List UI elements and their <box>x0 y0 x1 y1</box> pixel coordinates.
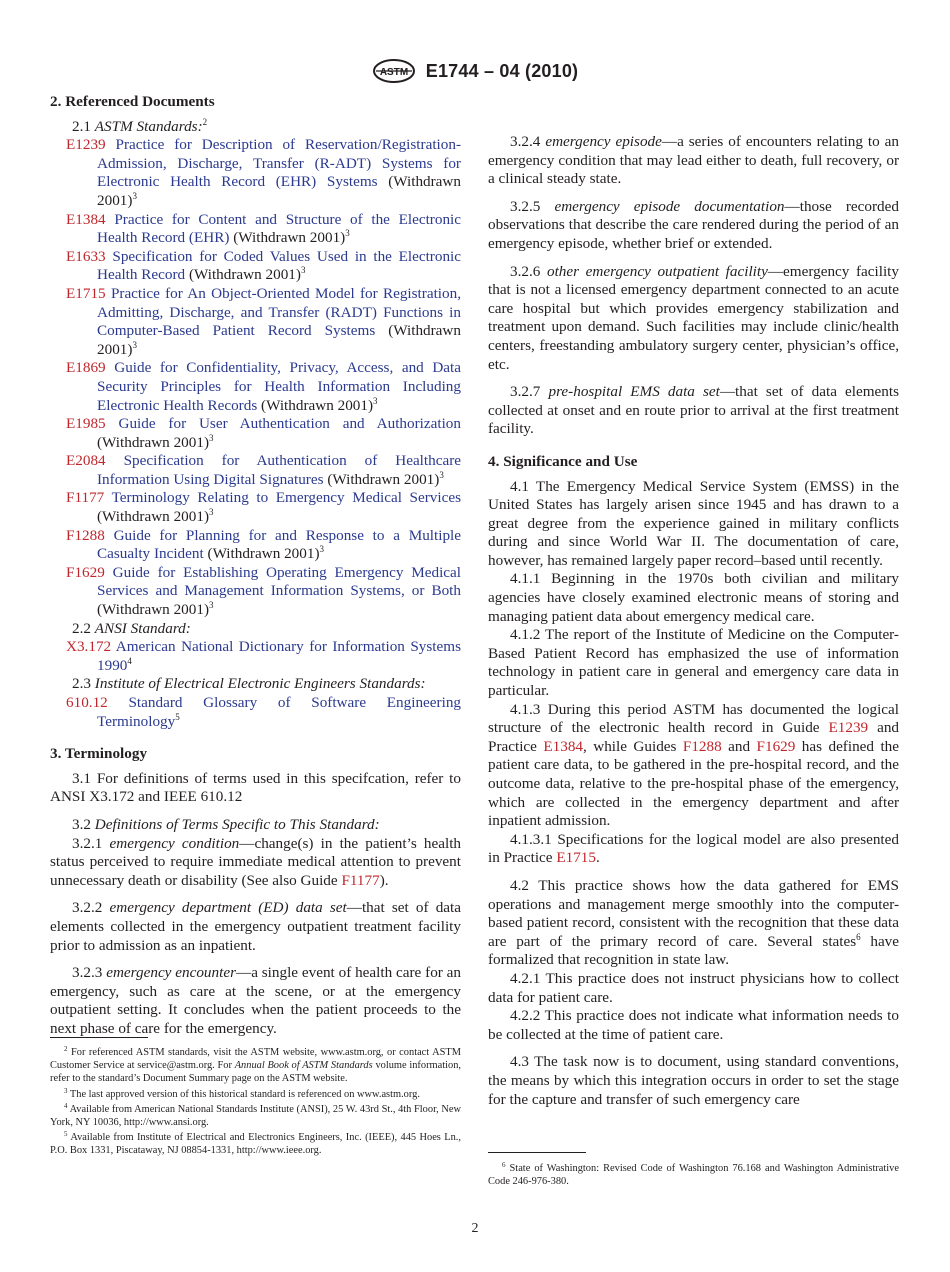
reference-item[interactable]: E1384 Practice for Content and Structure of the Electronic Health Record (EHR) (Withdrawn 2001)$^3$ <box>66 210 462 247</box>
footnote-3: $^3$ The last approved version of this historical standard is referenced on www.astm.org. <box>64 1086 420 1100</box>
paragraph-4-2-2: 4.2.2 This practice does not indicate what information needs to be collected at the time of patient care. <box>488 1007 899 1043</box>
paragraph-4-1-2: 4.1.2 The report of the Institute of Medicine on the Computer-Based Patient Record has emphasized the use of information technology in patient care in general and emergency care data in particular. <box>488 626 899 700</box>
paragraph-4-2-1: 4.2.1 This practice does not instruct physicians how to collect data for patient care. <box>488 969 899 1006</box>
reference-item[interactable]: F1288 Guide for Planning for and Response to a Multiple Casualty Incident (Withdrawn 2001)$^3$ <box>66 526 462 563</box>
link-f1177[interactable]: F1177 <box>341 871 380 889</box>
link-e1715[interactable]: E1715 <box>556 849 596 867</box>
document-title: E1744 – 04 (2010) <box>425 60 579 81</box>
reference-item[interactable]: F1629 Guide for Establishing Operating Emergency Medical Services and Management Information Systems, or Both (Withdrawn 2001)$^3$ <box>66 563 461 619</box>
footnote-2: $^2$ For referenced ASTM standards, visit the ASTM website, www.astm.org, or contact ASTM Customer Service at service@astm.org. For Annual Book of ASTM Standards volume information, refer to the standard’s Document Summary page on the ASTM website. <box>50 1045 462 1085</box>
term-3-2-3: 3.2.3 emergency encounter—a single event of health care for an emergency, such as care at the scene, or at the emergency outpatient setting. It concludes when the patient proceeds to the next phase of care for the emergency. <box>50 964 462 1037</box>
astm-standards-label: 2.1 ASTM Standards:$^2$ <box>72 116 208 135</box>
paragraph-4-1-3: 4.1.3 During this period ASTM has documented the logical structure of the electronic health record in Guide E1239 and Practice E1384, while Guides F1288 and F1629 has defined the patient care data, to be gathered in the pre-hospital record, and the outcome data, relative to the pre-hospital phase of the emergency, which are collected in the emergency department and after inpatient admission. <box>488 700 900 830</box>
reference-item[interactable]: E2084 Specification for Authentication of Healthcare Information Using Digital Signatures (Withdrawn 2001)$^3$ <box>66 452 462 488</box>
left-column <box>50 93 461 1039</box>
reference-item[interactable]: E1985 Guide for User Authentication and Authorization (Withdrawn 2001)$^3$ <box>66 415 461 451</box>
term-3-2-1: 3.2.1 emergency condition—change(s) in the patient’s health status perceived to require immediate medical attention to prevent unnecessary death or disability (See also Guide F1177). <box>50 834 462 889</box>
astm-logo-icon <box>372 58 416 84</box>
paragraph-4-2: 4.2 This practice shows how the data gathered for EMS operations and management merge smoothly into the computer-based patient record, consistent with the recognition that these data are part of the primary record of care. Several states$^6$ have formalized that recognition in state law. <box>488 876 900 969</box>
ieee-standards-label: 2.3 Institute of Electrical Electronic Engineers Standards: <box>72 675 426 693</box>
footnote-4: $^4$ Available from American National Standards Institute (ANSI), 25 W. 43rd St., 4th Floor, New York, NY 10036, http://www.ansi.org. <box>50 1101 461 1129</box>
paragraph-4-1: 4.1 The Emergency Medical Service System (EMSS) in the United States has largely arisen since 1945 and has drawn to a great degree from the experience gained in military conflicts during and since World War II. The documentation of care, however, has remained largely paper record–based until recently. <box>488 477 899 569</box>
right-column <box>488 93 899 1109</box>
reference-item[interactable]: E1869 Guide for Confidentiality, Privacy, Access, and Data Security Principles for Health Information Including Electronic Health Records (Withdrawn 2001)$^3$ <box>66 359 461 414</box>
term-3-2-2: 3.2.2 emergency department (ED) data set—that set of data elements collected in the emergency outpatient treatment facility prior to admission as an inpatient. <box>50 899 462 954</box>
term-3-2-6: 3.2.6 other emergency outpatient facility—emergency facility that is not a licensed emergency department connected to an acute care hospital but which provides emergency stabilization and treatment upon demand. Such facilities may include clinic/health centers, freestanding ambulatory surgery center, physician’s office, etc. <box>488 262 899 373</box>
term-3-2-7: 3.2.7 pre-hospital EMS data set—that set of data elements collected at onset and en route prior to arrival at the first treatment facility. <box>488 383 900 438</box>
footnote-rule-right <box>488 1152 586 1153</box>
paragraph-4-1-3-1: 4.1.3.1 Specifications for the logical model are also presented in Practice E1715. <box>488 830 899 867</box>
reference-item[interactable]: E1633 Specification for Coded Values Used in the Electronic Health Record (Withdrawn 2001)$^3$ <box>66 247 462 284</box>
astm-logo-text: ASTM <box>379 67 408 78</box>
reference-item[interactable]: E1715 Practice for An Object-Oriented Model for Registration, Admitting, Discharge, and Transfer (RADT) Functions in Computer-Based Patient Record Systems (Withdrawn 2001)$^3$ <box>66 284 461 358</box>
paragraph-3-2: 3.2 Definitions of Terms Specific to This Standard: <box>72 815 380 833</box>
link-e1384[interactable]: E1384 <box>543 737 584 755</box>
section-3-heading: 3. Terminology <box>50 745 148 763</box>
page-header <box>0 58 950 84</box>
ieee-reference-list <box>50 694 461 731</box>
reference-item[interactable]: F1177 Terminology Relating to Emergency Medical Services (Withdrawn 2001)$^3$ <box>66 489 461 526</box>
footnotes-right <box>488 1162 899 1190</box>
link-f1288[interactable]: F1288 <box>682 737 722 755</box>
paragraph-3-1: 3.1 For definitions of terms used in this specifcation, refer to ANSI X3.172 and IEEE 610.12 <box>50 769 461 806</box>
paragraph-4-1-1: 4.1.1 Beginning in the 1970s both civilian and military agencies have closely examined electronic means of storing and managing patient data about emergency medical care. <box>488 570 899 625</box>
reference-item[interactable]: 610.12 Standard Glossary of Software Engineering Terminology$^5$ <box>66 694 462 730</box>
footnote-5: $^5$ Available from Institute of Electrical and Electronics Engineers, Inc. (IEEE), 445 Hoes Ln., P.O. Box 1331, Piscataway, NJ 08854-1331, http://www.ieee.org. <box>50 1130 461 1157</box>
term-3-2-4: 3.2.4 emergency episode—a series of encounters relating to an emergency condition that may lead either to death, full recovery, or a clinical steady state. <box>488 133 900 188</box>
link-e1239[interactable]: E1239 <box>828 719 869 737</box>
footnotes-left <box>50 1046 461 1160</box>
ansi-standard-label: 2.2 ANSI Standard: <box>72 619 191 637</box>
page-number: 2 <box>471 1221 479 1236</box>
footnote-rule-left <box>50 1037 148 1038</box>
link-f1629[interactable]: F1629 <box>756 737 796 755</box>
reference-item[interactable]: X3.172 American National Dictionary for Information Systems 1990$^4$ <box>66 638 461 674</box>
section-4-heading: 4. Significance and Use <box>488 452 638 470</box>
paragraph-4-3: 4.3 The task now is to document, using standard conventions, the means by which this integration occurs in order to set the stage for the capture and transfer of such emergency care <box>488 1053 899 1108</box>
term-3-2-5: 3.2.5 emergency episode documentation—those recorded observations that describe the care rendered during the period of an emergency episode, whether brief or extended. <box>488 197 899 252</box>
astm-reference-list <box>50 136 461 619</box>
reference-item[interactable]: E1239 Practice for Description of Reservation/Registration-Admission, Discharge, Transfer (R-ADT) Systems for Electronic Health Record (EHR) Systems (Withdrawn 2001)$^3$ <box>66 136 462 209</box>
footnote-6: $^6$ State of Washington: Revised Code of Washington 76.168 and Washington Administrative Code 246-976-380. <box>488 1161 899 1188</box>
ansi-reference-list <box>50 638 461 675</box>
section-2-heading: 2. Referenced Documents <box>50 93 215 110</box>
